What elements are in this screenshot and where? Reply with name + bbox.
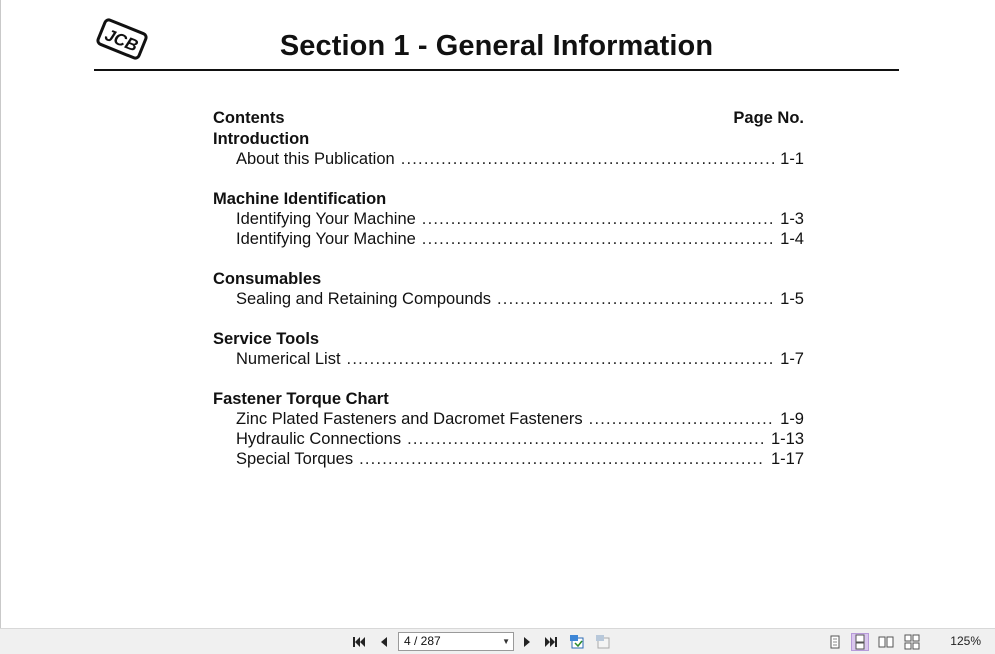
toc-entry-title: About this Publication <box>236 150 395 168</box>
toc-entry-page: 1-13 <box>770 430 804 448</box>
continuous-page-icon <box>852 634 868 650</box>
toc-section <box>213 269 804 309</box>
toc-entry-page: 1-1 <box>780 150 804 168</box>
continuous-facing-icon <box>904 634 920 650</box>
previous-page-icon <box>376 634 392 650</box>
toc-sections <box>213 129 804 469</box>
first-page-button[interactable] <box>351 634 367 650</box>
toc-header <box>213 107 804 129</box>
toc-entry[interactable] <box>213 449 804 469</box>
next-page-button[interactable] <box>519 634 535 650</box>
dot-leader <box>589 409 774 429</box>
dot-leader <box>422 209 774 229</box>
last-page-icon <box>543 634 559 650</box>
section-heading: Consumables <box>213 270 322 288</box>
toc-entry-title: Sealing and Retaining Compounds <box>236 290 492 308</box>
dot-leader <box>359 449 765 469</box>
page-edge <box>0 0 1 628</box>
toc-section <box>213 329 804 369</box>
toc-entry-title: Identifying Your Machine <box>236 210 416 228</box>
previous-page-button[interactable] <box>376 634 392 650</box>
go-back-view-icon <box>569 634 585 650</box>
table-of-contents <box>213 107 804 469</box>
single-page-view-button[interactable] <box>827 634 843 650</box>
page-indicator: 4 / 287 <box>404 634 441 648</box>
facing-pages-icon <box>878 634 894 650</box>
toc-entry[interactable] <box>213 429 804 449</box>
dot-leader <box>497 289 774 309</box>
toc-entry-title: Special Torques <box>236 450 354 468</box>
dot-leader <box>347 349 775 369</box>
toc-entry[interactable] <box>213 209 804 229</box>
page-number-label: Page No. <box>733 109 804 127</box>
first-page-icon <box>351 634 367 650</box>
toc-entry[interactable] <box>213 349 804 369</box>
last-page-button[interactable] <box>543 634 559 650</box>
next-page-icon <box>519 634 535 650</box>
toc-entry-page: 1-7 <box>780 350 804 368</box>
section-heading: Service Tools <box>213 330 320 348</box>
continuous-view-button[interactable] <box>852 634 868 650</box>
toc-entry[interactable] <box>213 149 804 169</box>
contents-label: Contents <box>213 109 285 127</box>
toc-section <box>213 389 804 469</box>
continuous-facing-view-button[interactable] <box>904 634 920 650</box>
toc-entry-title: Hydraulic Connections <box>236 430 402 448</box>
go-forward-view-icon <box>595 634 611 650</box>
toc-entry-page: 1-5 <box>780 290 804 308</box>
toc-section <box>213 129 804 169</box>
toc-entry[interactable] <box>213 289 804 309</box>
go-back-view-button[interactable] <box>569 634 585 650</box>
section-heading: Fastener Torque Chart <box>213 390 389 408</box>
toc-entry-page: 1-4 <box>780 230 804 248</box>
title-divider <box>94 69 899 71</box>
toc-entry[interactable] <box>213 409 804 429</box>
toc-entry[interactable] <box>213 229 804 249</box>
facing-view-button[interactable] <box>878 634 894 650</box>
dot-leader <box>407 429 765 449</box>
page-title: Section 1 - General Information <box>279 30 714 62</box>
bottom-toolbar <box>0 628 995 654</box>
section-heading: Introduction <box>213 130 310 148</box>
toc-entry-page: 1-17 <box>770 450 804 468</box>
toc-entry-page: 1-3 <box>780 210 804 228</box>
single-page-icon <box>827 634 843 650</box>
toc-entry-title: Identifying Your Machine <box>236 230 416 248</box>
toc-entry-title: Numerical List <box>236 350 341 368</box>
page-number-input[interactable] <box>398 632 514 651</box>
toc-entry-title: Zinc Plated Fasteners and Dacromet Fasteners <box>236 410 583 428</box>
dropdown-arrow-icon[interactable]: ▼ <box>502 637 510 646</box>
toc-entry-page: 1-9 <box>780 410 804 428</box>
section-heading: Machine Identification <box>213 190 387 208</box>
toc-section <box>213 189 804 249</box>
svg-text:JCB: JCB <box>102 25 141 56</box>
go-forward-view-button[interactable] <box>595 634 611 650</box>
dot-leader <box>401 149 774 169</box>
dot-leader <box>422 229 774 249</box>
zoom-level[interactable]: 125% <box>950 634 981 648</box>
